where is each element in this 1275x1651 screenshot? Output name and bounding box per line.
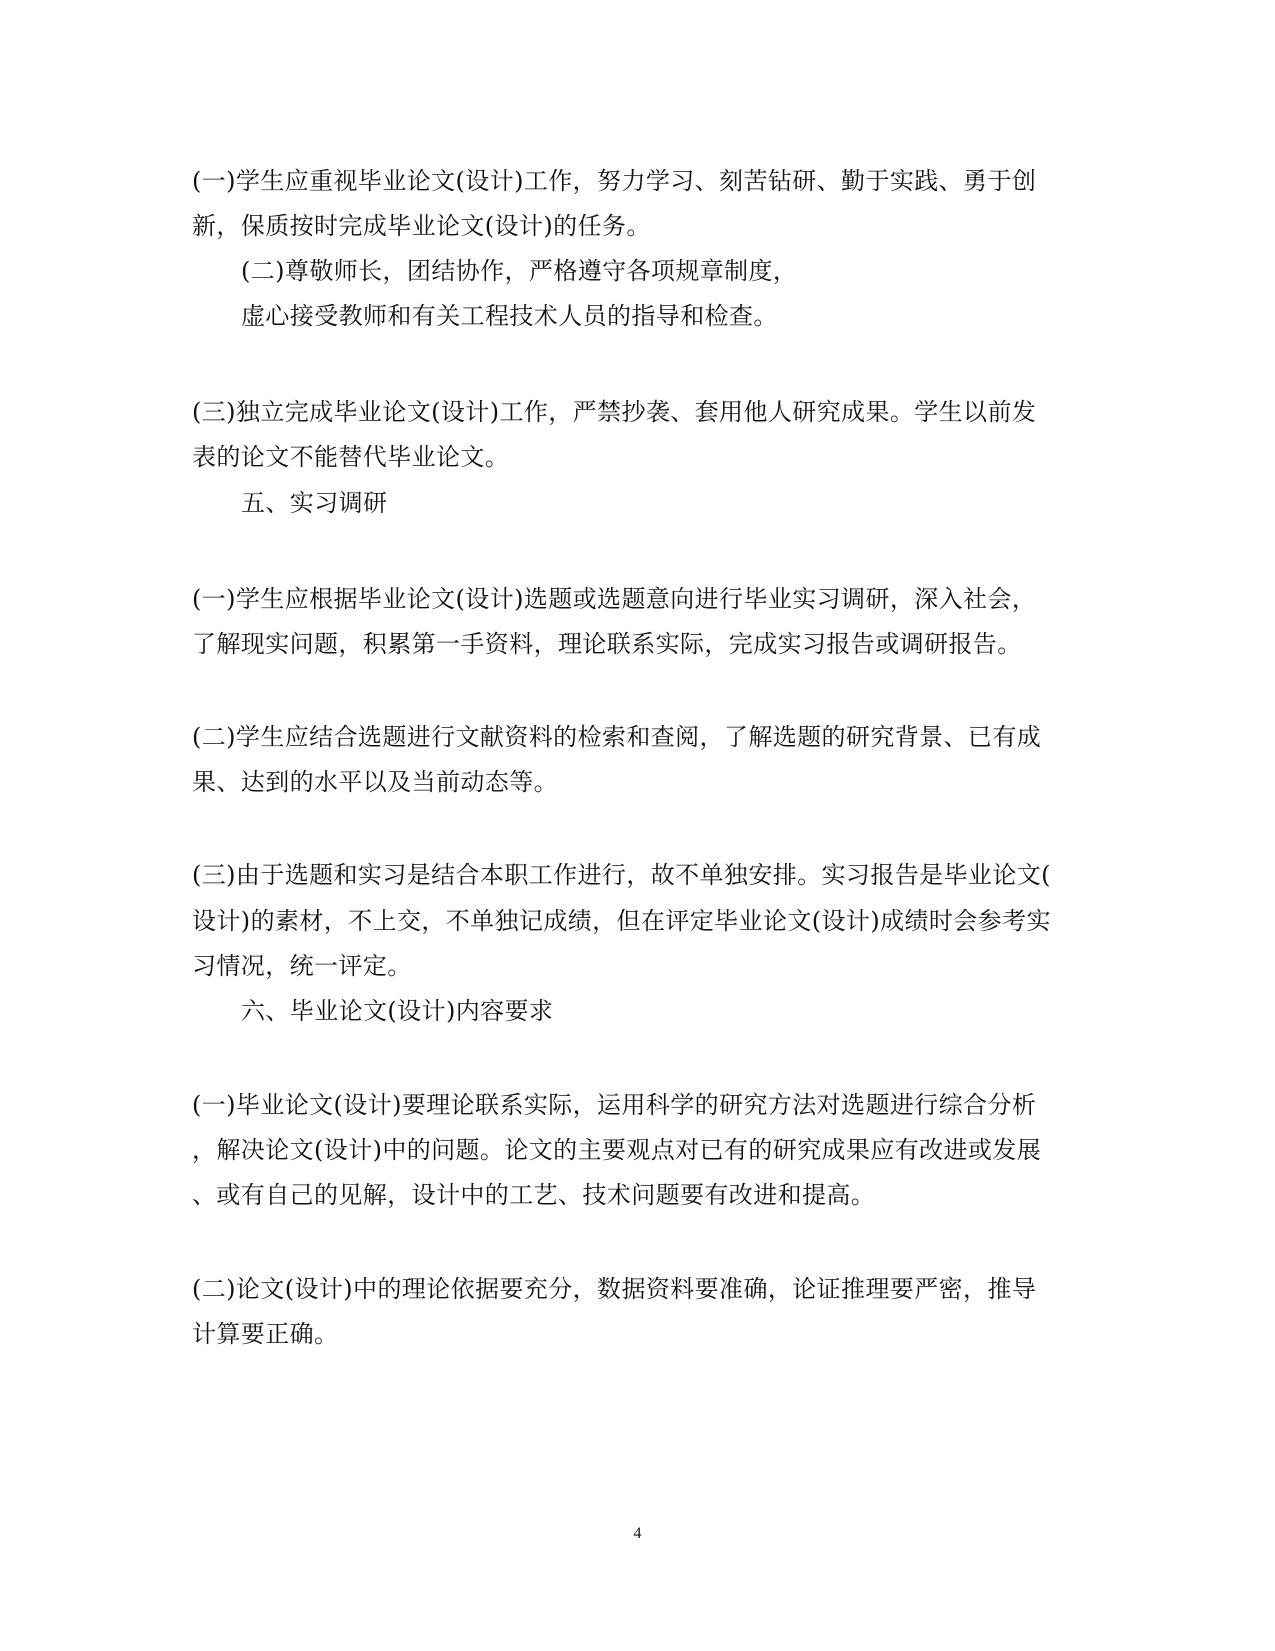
paragraph-line: (一)毕业论文(设计)要理论联系实际，运用科学的研究方法对选题进行综合分析: [192, 1091, 1037, 1119]
paragraph-line: (一)学生应根据毕业论文(设计)选题或选题意向进行毕业实习调研，深入社会，: [192, 585, 1037, 613]
paragraph-line: ，解决论文(设计)中的问题。论文的主要观点对已有的研究成果应有改进或发展: [192, 1136, 1042, 1164]
paragraph-line: (三)由于选题和实习是结合本职工作进行，故不单独安排。实习报告是毕业论文(: [192, 861, 1051, 889]
paragraph-line: 设计)的素材，不上交，不单独记成绩，但在评定毕业论文(设计)成绩时会参考实: [192, 907, 1051, 935]
paragraph-line: 果、达到的水平以及当前动态等。: [192, 768, 558, 796]
paragraph-line: (一)学生应重视毕业论文(设计)工作，努力学习、刻苦钻研、勤于实践、勇于创: [192, 167, 1037, 195]
paragraph-line: (三)独立完成毕业论文(设计)工作，严禁抄袭、套用他人研究成果。学生以前发: [192, 398, 1037, 426]
page-number: 4: [633, 1525, 642, 1542]
paragraph-line: 计算要正确。: [192, 1320, 339, 1348]
paragraph-line: 虚心接受教师和有关工程技术人员的指导和检查。: [241, 302, 778, 330]
paragraph-line: 、或有自己的见解，设计中的工艺、技术问题要有改进和提高。: [192, 1181, 876, 1209]
section-heading: 六、毕业论文(设计)内容要求: [241, 997, 554, 1025]
paragraph-line: 表的论文不能替代毕业论文。: [192, 443, 510, 471]
section-heading: 五、实习调研: [241, 489, 388, 517]
paragraph-line: 习情况，统一评定。: [192, 952, 412, 980]
paragraph-line: (二)论文(设计)中的理论依据要充分，数据资料要准确，论证推理要严密，推导: [192, 1275, 1037, 1303]
paragraph-line: 新，保质按时完成毕业论文(设计)的任务。: [192, 212, 651, 240]
paragraph-line: (二)学生应结合选题进行文献资料的检索和查阅，了解选题的研究背景、已有成: [192, 723, 1042, 751]
paragraph-line: (二)尊敬师长，团结协作，严格遵守各项规章制度，: [241, 257, 798, 285]
paragraph-line: 了解现实问题，积累第一手资料，理论联系实际，完成实习报告或调研报告。: [192, 630, 1022, 658]
